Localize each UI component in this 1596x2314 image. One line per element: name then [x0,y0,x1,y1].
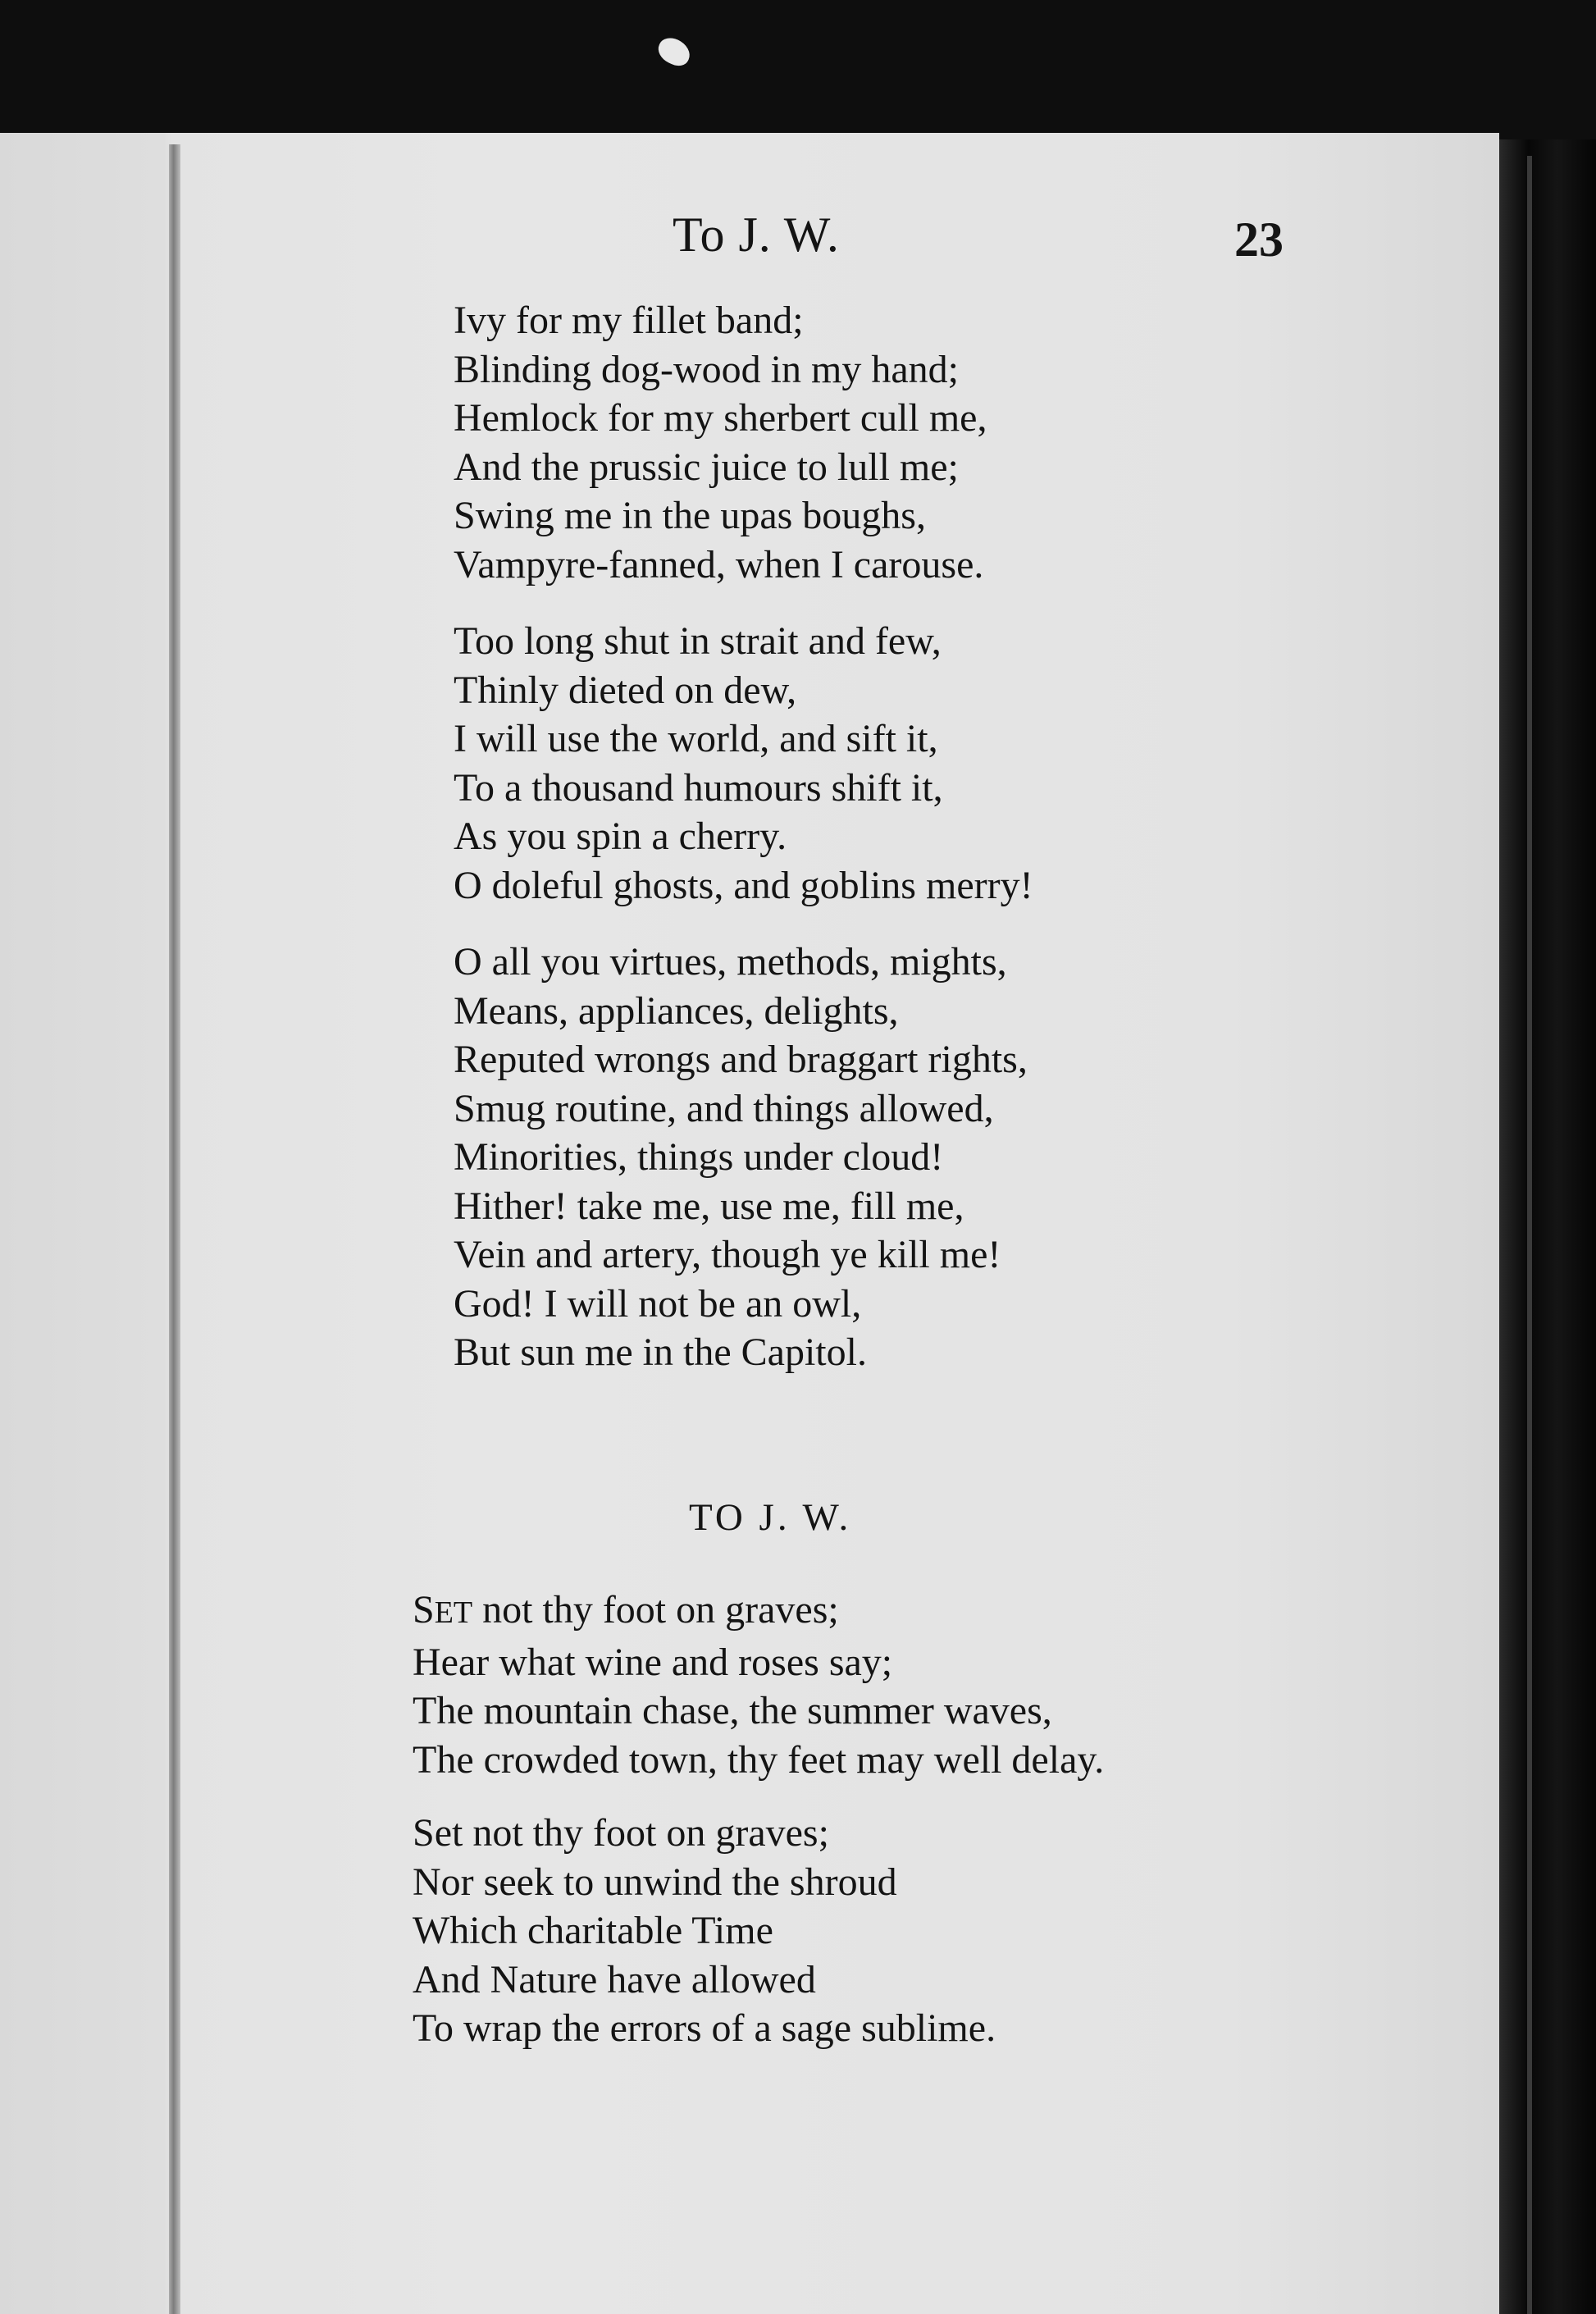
poem-line: O doleful ghosts, and goblins merry! [454,863,1033,907]
poem-line: Swing me in the upas boughs, [454,494,926,537]
poem-line: I will use the world, and sift it, [454,717,938,760]
poem-line: Too long shut in strait and few, [454,619,942,663]
page-edge [1499,139,1596,2314]
poem1-stanza-2 [454,617,1033,910]
scan-speck [654,34,695,70]
poem-line: Set not thy foot on graves; [413,1811,829,1855]
poem-line: Blinding dog-wood in my hand; [454,347,959,391]
poem-line: The crowded town, thy feet may well delay. [413,1737,1105,1782]
poem-line: O all you virtues, methods, mights, [454,940,1007,984]
poem-line: Which charitable Time [413,1909,773,1952]
smallcaps-rest: ET [434,1595,473,1630]
poem-line: As you spin a cherry. [454,815,787,858]
poem-line: Vein and artery, though ye kill me! [454,1233,1001,1276]
poem-line: Hither! take me, use me, fill me, [454,1184,964,1228]
poem-first-line [413,1586,1104,1638]
poem1-stanza-3 [454,938,1028,1377]
poem-line: Minorities, things under cloud! [454,1135,944,1179]
poem1-stanza-1 [454,296,987,589]
poem-line: Thinly dieted on dew, [454,668,797,712]
poem-line: Hear what wine and roses say; [413,1640,893,1684]
page-gutter [169,144,180,2314]
poem2-stanza-1 [413,1586,1104,1784]
poem-line: God! I will not be an owl, [454,1281,862,1326]
poem-line: Nor seek to unwind the shroud [413,1860,897,1904]
poem-line: Vampyre-fanned, when I carouse. [454,542,984,586]
poem-title: TO J. W. [689,1496,852,1539]
poem-line: The mountain chase, the summer waves, [413,1689,1052,1732]
poem-line: Reputed wrongs and braggart rights, [454,1038,1028,1081]
poem-line: Ivy for my fillet band; [454,299,804,342]
poem-line: Means, appliances, delights, [454,988,899,1033]
poem-line: To a thousand humours shift it, [454,765,943,810]
poem-line: And Nature have allowed [413,1957,816,2001]
running-title: To J. W. [673,208,840,262]
poem-line: Smug routine, and things allowed, [454,1086,994,1130]
smallcaps-initial: S [413,1588,435,1632]
poem-line: To wrap the errors of a sage sublime. [413,2006,996,2050]
page-edge-line [1527,156,1532,2314]
poem-line: And the prussic juice to lull me; [454,445,959,489]
page-number: 23 [1234,212,1284,267]
poem2-stanza-2 [413,1809,996,2053]
poem-line: But sun me in the Capitol. [454,1330,867,1374]
poem-line: Hemlock for my sherbert cull me, [454,396,987,440]
first-line-text: not thy foot on graves; [472,1588,839,1632]
